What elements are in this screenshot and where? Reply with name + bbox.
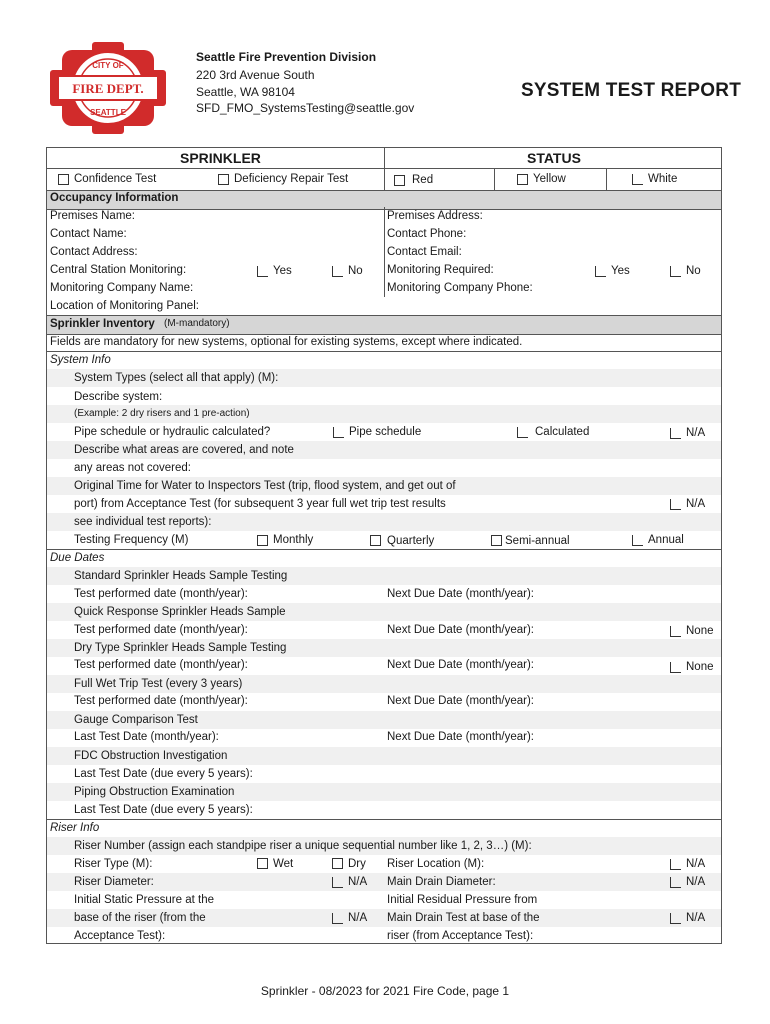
contact-address-label: Contact Address:: [50, 246, 138, 258]
riser-wet-checkbox[interactable]: [257, 858, 268, 869]
na-label: N/A: [348, 876, 368, 888]
gauge-comparison-label: Gauge Comparison Test: [74, 714, 198, 726]
none-label: None: [686, 625, 714, 637]
fire-dept-logo: [48, 40, 168, 136]
test-performed-label: Test performed date (month/year):: [74, 695, 248, 707]
yes-label: Yes: [273, 265, 292, 277]
piping-obstruction-label: Piping Obstruction Examination: [74, 786, 235, 798]
monitoring-required-no-checkbox[interactable]: [670, 266, 681, 277]
sprinkler-heading: SPRINKLER: [180, 150, 261, 166]
status-heading: STATUS: [527, 150, 581, 166]
yes-label: Yes: [611, 265, 630, 277]
status-white-label: White: [648, 173, 678, 185]
pipe-schedule-checkbox[interactable]: [333, 427, 344, 438]
na-label: N/A: [686, 427, 706, 439]
static-pressure-line2: base of the riser (from the: [74, 912, 206, 924]
divider: [47, 168, 721, 169]
status-red-label: Red: [412, 174, 434, 186]
none-label: None: [686, 661, 714, 673]
next-due-label: Next Due Date (month/year):: [387, 731, 535, 743]
confidence-test-checkbox[interactable]: [58, 174, 69, 185]
areas-not-covered-label: any areas not covered:: [74, 462, 191, 474]
divider: [384, 147, 385, 191]
static-pressure-line3: Acceptance Test):: [74, 930, 166, 942]
test-performed-label: Test performed date (month/year):: [74, 624, 248, 636]
annual-label: Annual: [648, 534, 684, 546]
confidence-test-label: Confidence Test: [74, 173, 157, 185]
na-label: N/A: [686, 498, 706, 510]
static-pressure-line1: Initial Static Pressure at the: [74, 894, 214, 906]
riser-dry-checkbox[interactable]: [332, 858, 343, 869]
areas-covered-label: Describe what areas are covered, and note: [74, 444, 294, 456]
na-label: N/A: [348, 912, 368, 924]
monthly-label: Monthly: [273, 534, 314, 546]
status-yellow-label: Yellow: [533, 173, 566, 185]
pipe-schedule-label: Pipe schedule: [349, 426, 422, 438]
next-due-label: Next Due Date (month/year):: [387, 695, 535, 707]
last-test-label: Last Test Date (month/year):: [74, 731, 219, 743]
original-time-line2: port) from Acceptance Test (for subsequent 3 year full wet trip test results: [74, 498, 446, 510]
main-drain-diameter-label: Main Drain Diameter:: [387, 876, 496, 888]
divider: [47, 549, 721, 550]
last-test-5yr-label: Last Test Date (due every 5 years):: [74, 768, 253, 780]
test-performed-label: Test performed date (month/year):: [74, 588, 248, 600]
no-label: No: [686, 265, 701, 277]
divider: [47, 351, 721, 352]
residual-pressure-line2: Main Drain Test at base of the: [387, 912, 540, 924]
inventory-heading: Sprinkler Inventory: [50, 318, 155, 330]
logo-top-text: CITY OF: [92, 61, 124, 70]
main-drain-na-checkbox[interactable]: [670, 877, 681, 888]
testing-frequency-label: Testing Frequency (M): [74, 534, 189, 546]
calculated-checkbox[interactable]: [517, 427, 528, 438]
riser-location-label: Riser Location (M):: [387, 858, 485, 870]
original-time-line3: see individual test reports):: [74, 516, 212, 528]
na-label: N/A: [686, 912, 706, 924]
next-due-label: Next Due Date (month/year):: [387, 588, 535, 600]
central-station-yes-checkbox[interactable]: [257, 266, 268, 277]
logo-bottom-text: SEATTLE: [90, 108, 126, 117]
logo-center-text: FIRE DEPT.: [72, 81, 144, 96]
fdc-obstruction-label: FDC Obstruction Investigation: [74, 750, 228, 762]
static-pressure-na-checkbox[interactable]: [332, 913, 343, 924]
dry-type-none-checkbox[interactable]: [670, 662, 681, 673]
quarterly-checkbox[interactable]: [370, 535, 381, 546]
pipe-schedule-question: Pipe schedule or hydraulic calculated?: [74, 426, 271, 438]
premises-address-label: Premises Address:: [387, 210, 483, 222]
divider: [47, 819, 721, 820]
next-due-label: Next Due Date (month/year):: [387, 659, 535, 671]
na-label: N/A: [686, 858, 706, 870]
deficiency-repair-checkbox[interactable]: [218, 174, 229, 185]
original-time-line1: Original Time for Water to Inspectors Test (trip, flood system, and get out of: [74, 480, 456, 492]
riser-diameter-label: Riser Diameter:: [74, 876, 154, 888]
standard-heads-label: Standard Sprinkler Heads Sample Testing: [74, 570, 288, 582]
riser-number-label: Riser Number (assign each standpipe riser a unique sequential number like 1, 2, 3…) (M):: [74, 840, 532, 852]
central-station-no-checkbox[interactable]: [332, 266, 343, 277]
address-line-2: Seattle, WA 98104: [196, 85, 295, 99]
monitoring-required-label: Monitoring Required:: [387, 264, 494, 276]
full-wet-trip-label: Full Wet Trip Test (every 3 years): [74, 678, 243, 690]
status-white-checkbox[interactable]: [632, 174, 643, 185]
monitoring-company-name-label: Monitoring Company Name:: [50, 282, 194, 294]
monitoring-panel-label: Location of Monitoring Panel:: [50, 300, 199, 312]
next-due-label: Next Due Date (month/year):: [387, 624, 535, 636]
last-test-5yr-label: Last Test Date (due every 5 years):: [74, 804, 253, 816]
premises-name-label: Premises Name:: [50, 210, 135, 222]
residual-pressure-line1: Initial Residual Pressure from: [387, 894, 538, 906]
system-info-heading: System Info: [50, 354, 111, 366]
system-types-label: System Types (select all that apply) (M):: [74, 372, 279, 384]
calculated-label: Calculated: [535, 426, 590, 438]
dry-label: Dry: [348, 858, 366, 870]
divider: [606, 168, 607, 191]
quick-response-none-checkbox[interactable]: [670, 626, 681, 637]
dry-type-label: Dry Type Sprinkler Heads Sample Testing: [74, 642, 287, 654]
pipe-na-checkbox[interactable]: [670, 428, 681, 439]
status-yellow-checkbox[interactable]: [517, 174, 528, 185]
address-line-1: 220 3rd Avenue South: [196, 68, 315, 82]
annual-checkbox[interactable]: [632, 535, 643, 546]
contact-phone-label: Contact Phone:: [387, 228, 467, 240]
semi-annual-checkbox[interactable]: [491, 535, 502, 546]
na-label: N/A: [686, 876, 706, 888]
monitoring-company-phone-label: Monitoring Company Phone:: [387, 282, 533, 294]
riser-info-heading: Riser Info: [50, 822, 100, 834]
residual-pressure-na-checkbox[interactable]: [670, 913, 681, 924]
occupancy-heading: Occupancy Information: [50, 192, 179, 204]
describe-system-label: Describe system:: [74, 391, 163, 403]
report-title: SYSTEM TEST REPORT: [521, 80, 742, 101]
monitoring-required-yes-checkbox[interactable]: [595, 266, 606, 277]
quarterly-label: Quarterly: [387, 535, 435, 547]
page-footer: Sprinkler - 08/2023 for 2021 Fire Code, page 1: [260, 984, 510, 998]
central-station-label: Central Station Monitoring:: [50, 264, 187, 276]
no-label: No: [348, 265, 363, 277]
deficiency-repair-label: Deficiency Repair Test: [234, 173, 349, 185]
riser-location-na-checkbox[interactable]: [670, 859, 681, 870]
contact-email: SFD_FMO_SystemsTesting@seattle.gov: [196, 101, 415, 115]
test-performed-label: Test performed date (month/year):: [74, 659, 248, 671]
original-time-na-checkbox[interactable]: [670, 499, 681, 510]
divider: [384, 207, 385, 297]
quick-response-label: Quick Response Sprinkler Heads Sample: [74, 606, 286, 618]
contact-name-label: Contact Name:: [50, 228, 127, 240]
due-dates-heading: Due Dates: [50, 552, 105, 564]
riser-diameter-na-checkbox[interactable]: [332, 877, 343, 888]
contact-email-label: Contact Email:: [387, 246, 462, 258]
riser-type-label: Riser Type (M):: [74, 858, 153, 870]
semi-annual-label: Semi-annual: [505, 535, 570, 547]
residual-pressure-line3: riser (from Acceptance Test):: [387, 930, 534, 942]
org-name: Seattle Fire Prevention Division: [196, 50, 377, 64]
divider: [494, 168, 495, 191]
fields-note: Fields are mandatory for new systems, optional for existing systems, except where indicated.: [50, 336, 523, 348]
example-note: (Example: 2 dry risers and 1 pre-action): [74, 408, 250, 419]
wet-label: Wet: [273, 858, 294, 870]
status-red-checkbox[interactable]: [394, 175, 405, 186]
inventory-note: (M-mandatory): [164, 318, 230, 329]
monthly-checkbox[interactable]: [257, 535, 268, 546]
